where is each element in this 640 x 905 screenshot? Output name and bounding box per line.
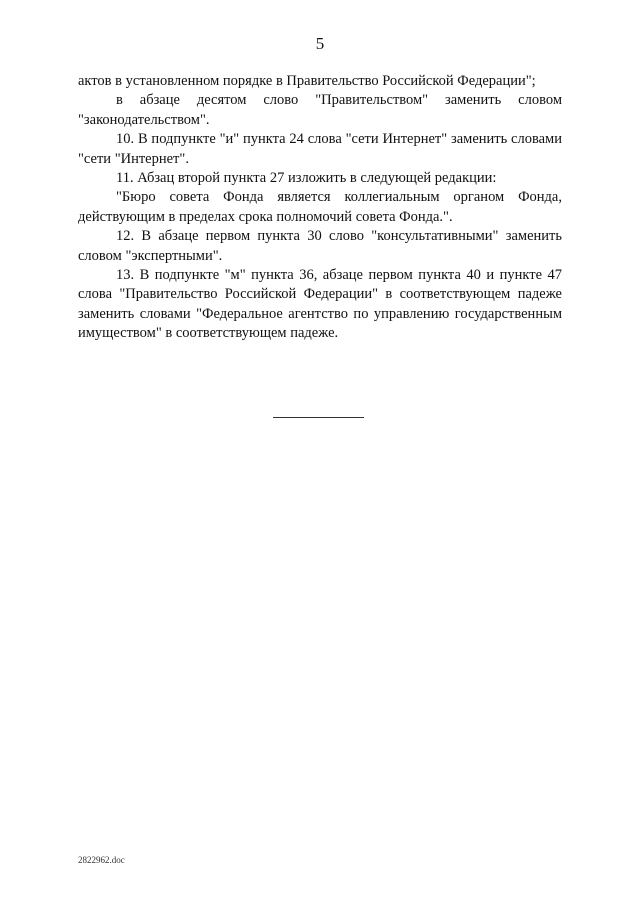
paragraph-abzac-ten: в абзаце десятом слово "Правительством" заменить словом "законодательством". — [78, 92, 562, 128]
paragraph-quote-bureau: "Бюро совета Фонда является коллегиальным органом Фонда, действующим в пределах срока полномочий совета Фонда.". — [78, 189, 562, 225]
document-body — [78, 72, 562, 344]
page-number: 5 — [315, 34, 325, 53]
paragraph-item-10: 10. В подпункте "и" пункта 24 слова "сети Интернет" заменить словами "сети "Интернет". — [78, 131, 562, 167]
paragraph-continuation: актов в установленном порядке в Правительство Российской Федерации"; — [78, 73, 536, 89]
end-divider-line — [273, 417, 364, 418]
footer-document-code: 2822962.doc — [78, 855, 125, 865]
paragraph-item-12: 12. В абзаце первом пункта 30 слово "консультативными" заменить словом "экспертными". — [78, 228, 562, 264]
paragraph-item-11: 11. Абзац второй пункта 27 изложить в следующей редакции: — [116, 170, 497, 187]
paragraph-item-13: 13. В подпункте "м" пункта 36, абзаце первом пункта 40 и пункте 47 слова "Правительство Российской Федерации" в соответствующем падеже заменить словами "Федеральное агентство по управлению государственным имуществом" в соответствующем падеже. — [78, 267, 562, 342]
